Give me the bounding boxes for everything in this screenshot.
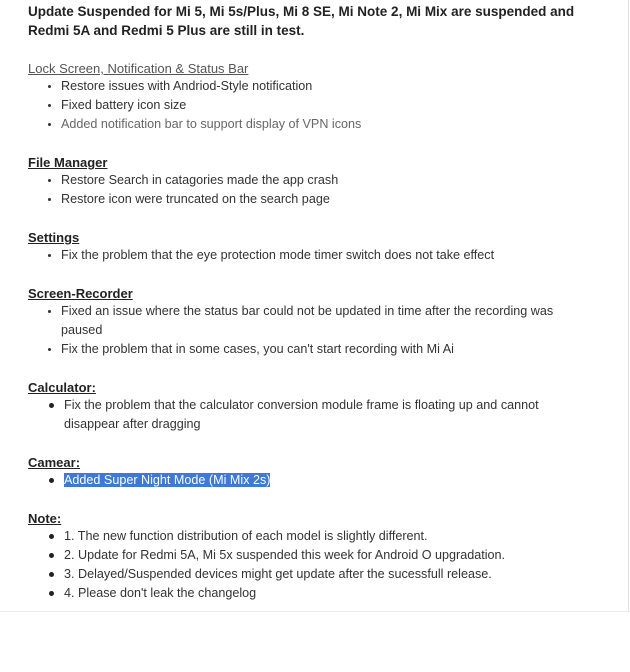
section-file-manager <box>28 154 630 209</box>
item-list <box>28 302 630 359</box>
item-list <box>28 527 630 603</box>
section-title: Camear: <box>28 455 81 470</box>
list-item: Added notification bar to support display of VPN icons <box>28 115 571 134</box>
item-list <box>28 77 630 134</box>
list-item: Fix the problem that in some cases, you can't start recording with Mi Ai <box>28 340 571 359</box>
section-title: File Manager <box>28 155 108 170</box>
item-list <box>28 471 630 490</box>
page-edge-divider <box>628 0 629 612</box>
selected-text[interactable]: Added Super Night Mode (Mi Mix 2s) <box>64 473 271 487</box>
list-item: Fix the problem that the eye protection mode timer switch does not take effect <box>28 246 571 265</box>
list-item: Restore icon were truncated on the search page <box>28 190 571 209</box>
section-title: Calculator: <box>28 380 96 395</box>
list-item: 1. The new function distribution of each model is slightly different. <box>28 527 554 546</box>
list-item[interactable] <box>28 471 554 490</box>
list-item: Fixed an issue where the status bar could not be updated in time after the recording was paused <box>28 302 571 340</box>
list-item: Fix the problem that the calculator conversion module frame is floating up and cannot disappear after dragging <box>28 396 554 434</box>
section-title: Lock Screen, Notification & Status Bar <box>28 61 249 76</box>
section-camera <box>28 454 630 490</box>
list-item: 2. Update for Redmi 5A, Mi 5x suspended this week for Android O upgradation. <box>28 546 554 565</box>
section-title: Screen-Recorder <box>28 286 133 301</box>
headline: Update Suspended for Mi 5, Mi 5s/Plus, Mi 8 SE, Mi Note 2, Mi Mix are suspended and Redmi 5A and Redmi 5 Plus are still in test. <box>28 4 575 38</box>
section-title: Settings <box>28 230 80 245</box>
section-title: Note: <box>28 511 62 526</box>
section-settings <box>28 229 630 265</box>
section-screen-recorder <box>28 285 630 359</box>
section-lock-screen <box>28 60 630 134</box>
list-item: Fixed battery icon size <box>28 96 571 115</box>
list-item: 3. Delayed/Suspended devices might get update after the sucessfull release. <box>28 565 554 584</box>
section-note <box>28 510 630 603</box>
item-list <box>28 246 630 265</box>
list-item: Restore issues with Andriod-Style notification <box>28 77 571 96</box>
item-list <box>28 396 630 434</box>
item-list <box>28 171 630 209</box>
list-item: 4. Please don't leak the changelog <box>28 584 554 603</box>
list-item: Restore Search in catagories made the app crash <box>28 171 571 190</box>
section-calculator <box>28 379 630 434</box>
page-bottom-divider <box>0 611 630 612</box>
